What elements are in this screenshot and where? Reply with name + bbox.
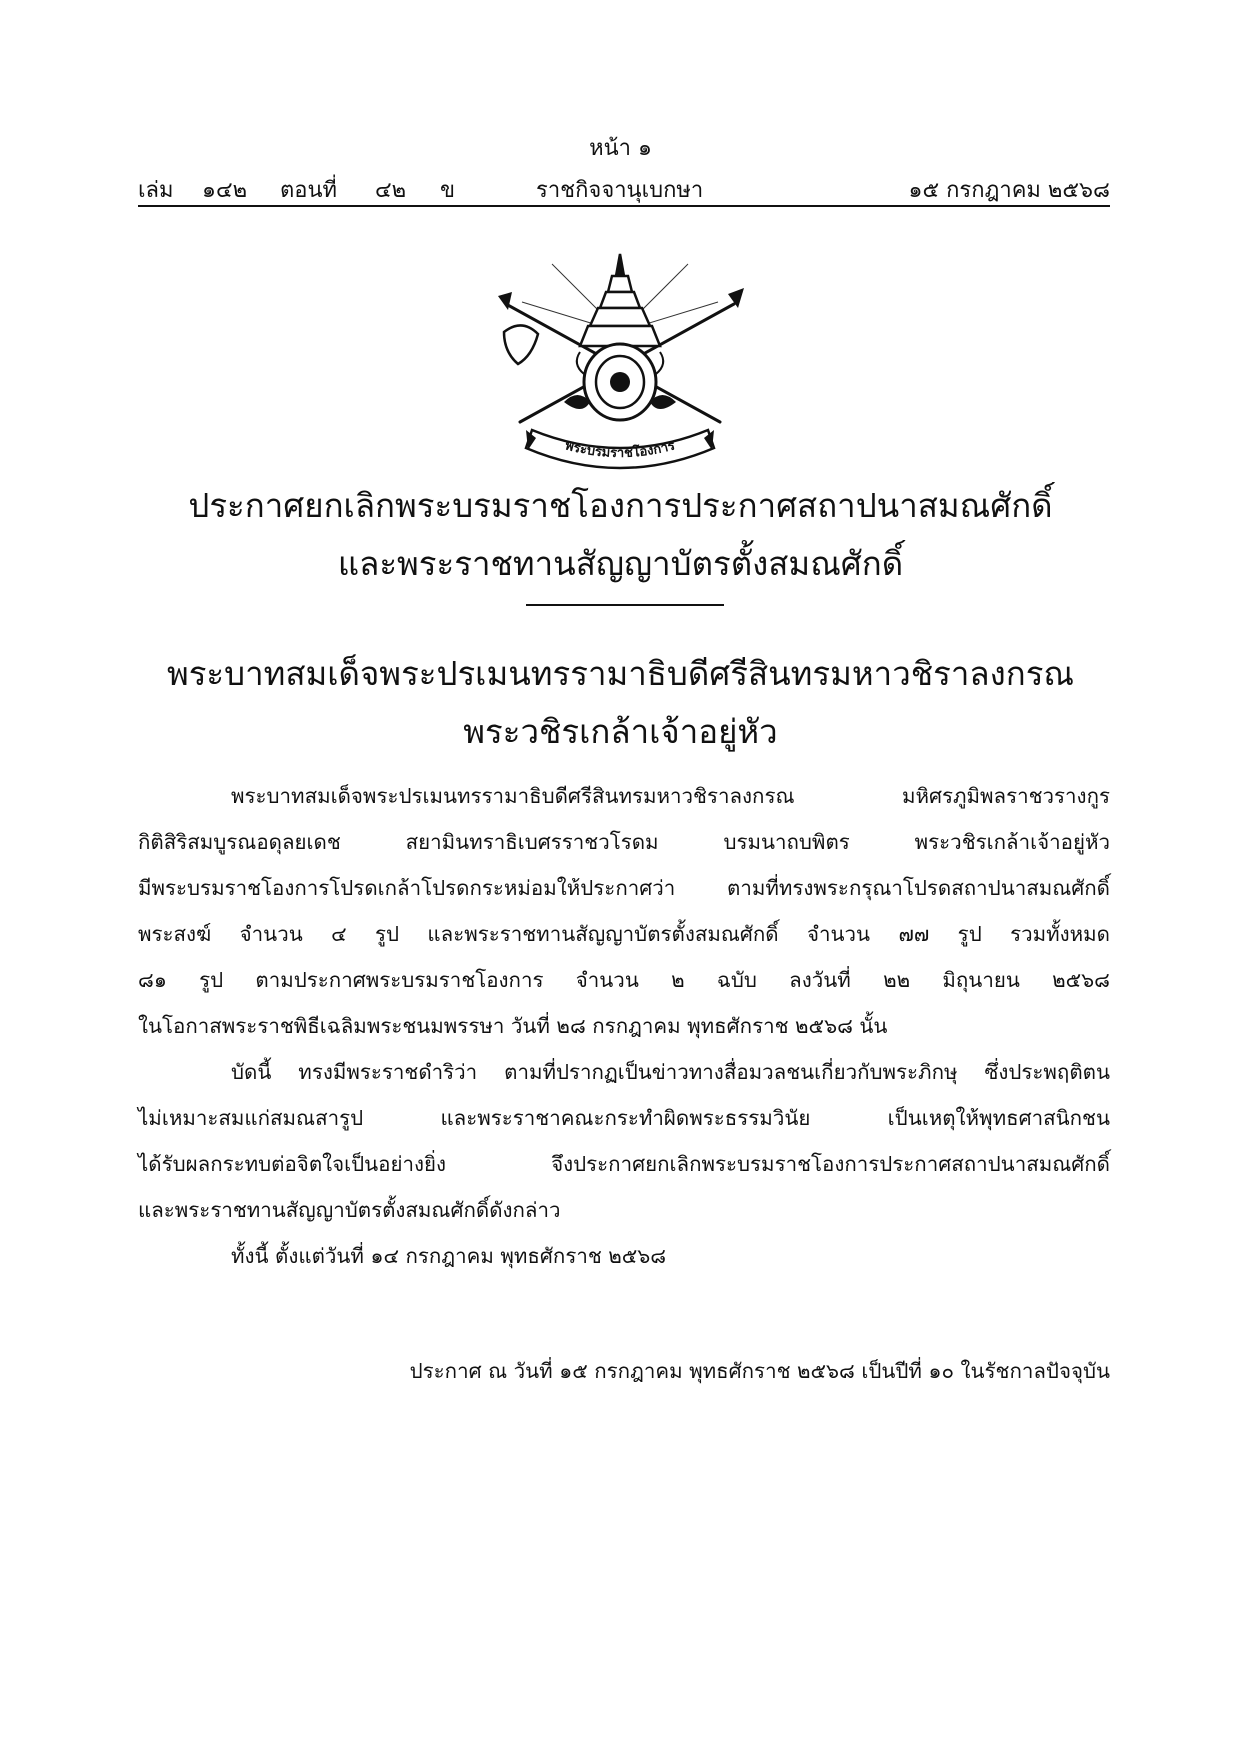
document-title-line-2: และพระราชทานสัญญาบัตรตั้งสมณศักดิ์ xyxy=(337,544,904,583)
effective-date-line: ทั้งนี้ ตั้งแต่วันที่ ๑๔ กรกฎาคม พุทธศักราช ๒๕๖๘ xyxy=(231,1244,667,1268)
body-line: ไม่เหมาะสมแก่สมณสารูป และพระราชาคณะกระทำผิดพระธรรมวินัย เป็นเหตุให้พุทธศาสนิกชน xyxy=(138,1106,1110,1130)
gazette-header xyxy=(138,172,1110,206)
volume-label: เล่ม xyxy=(138,178,174,203)
volume-number: ๑๔๒ xyxy=(202,178,248,203)
body-line: ในโอกาสพระราชพิธีเฉลิมพระชนมพรรษา วันที่ ๒๘ กรกฎาคม พุทธศักราช ๒๕๖๘ นั้น xyxy=(138,1014,888,1038)
king-name-line-2: พระวชิรเกล้าเจ้าอยู่หัว xyxy=(463,712,778,751)
body-line: และพระราชทานสัญญาบัตรตั้งสมณศักดิ์ดังกล่าว xyxy=(138,1198,561,1222)
king-name-line-1: พระบาทสมเด็จพระปรเมนทรรามาธิบดีศรีสินทรมหาวชิราลงกรณ xyxy=(166,654,1075,693)
page-number: หน้า ๑ xyxy=(589,136,652,161)
section-label: ตอนที่ xyxy=(280,178,338,203)
body-line: พระสงฆ์ จำนวน ๔ รูป และพระราชทานสัญญาบัตรตั้งสมณศักดิ์ จำนวน ๗๗ รูป รวมทั้งหมด xyxy=(138,922,1110,946)
body-line: พระบาทสมเด็จพระปรเมนทรรามาธิบดีศรีสินทรมหาวชิราลงกรณ มหิศรภูมิพลราชวรางกูร xyxy=(231,784,1110,808)
document-title-line-1: ประกาศยกเลิกพระบรมราชโองการประกาศสถาปนาสมณศักดิ์ xyxy=(188,486,1053,525)
emblem-ribbon-text: พระบรมราชโองการ xyxy=(563,438,677,462)
body-line: ได้รับผลกระทบต่อจิตใจเป็นอย่างยิ่ง จึงประกาศยกเลิกพระบรมราชโองการประกาศสถาปนาสมณศักดิ์ xyxy=(138,1152,1110,1176)
body-line: บัดนี้ ทรงมีพระราชดำริว่า ตามที่ปรากฏเป็นข่าวทางสื่อมวลชนเกี่ยวกับพระภิกษุ ซึ่งประพฤติตน xyxy=(231,1060,1110,1084)
body-line: กิติสิริสมบูรณอดุลยเดช สยามินทราธิเบศรราชวโรดม บรมนาถบพิตร พระวชิรเกล้าเจ้าอยู่หัว xyxy=(138,830,1110,854)
body-line: มีพระบรมราชโองการโปรดเกล้าโปรดกระหม่อมให้ประกาศว่า ตามที่ทรงพระกรุณาโปรดสถาปนาสมณศักดิ์ xyxy=(138,876,1110,900)
gazette-name: ราชกิจจานุเบกษา xyxy=(536,178,704,203)
royal-seal-emblem-icon xyxy=(492,252,748,474)
body-line: ๘๑ รูป ตามประกาศพระบรมราชโองการ จำนวน ๒ ฉบับ ลงวันที่ ๒๒ มิถุนายน ๒๕๖๘ xyxy=(138,968,1110,992)
title-divider xyxy=(526,604,724,606)
proclamation-date: ประกาศ ณ วันที่ ๑๕ กรกฎาคม พุทธศักราช ๒๕๖๘ เป็นปีที่ ๑๐ ในรัชกาลปัจจุบัน xyxy=(409,1359,1110,1383)
header-date: ๑๕ กรกฎาคม ๒๕๖๘ xyxy=(908,178,1110,203)
section-kind: ข xyxy=(440,178,456,203)
header-rule xyxy=(138,205,1110,207)
section-number: ๔๒ xyxy=(375,178,407,203)
